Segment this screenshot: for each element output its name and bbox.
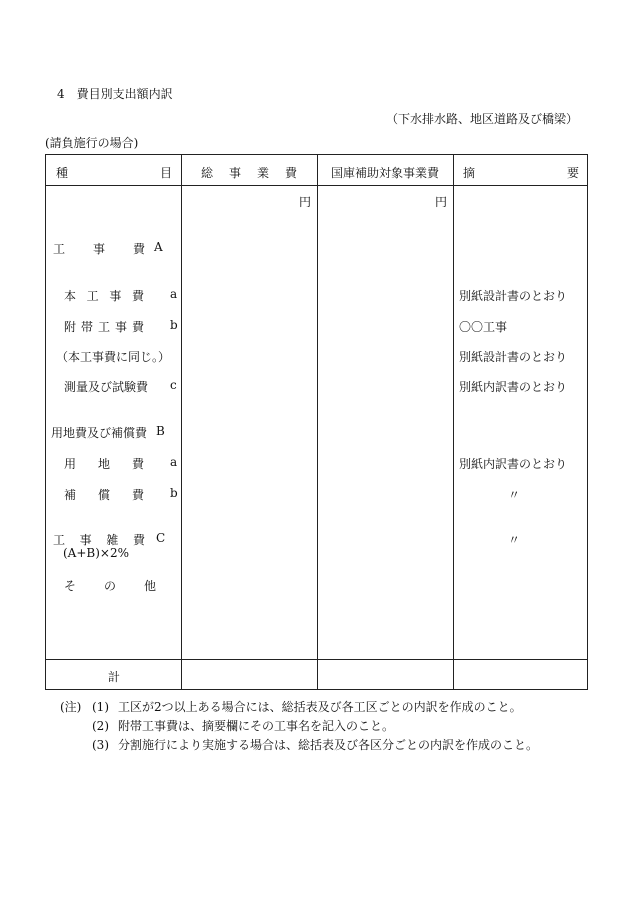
column-divider	[317, 155, 318, 689]
note-text: 分割施行により実施する場合は、総括表及び各区分ごとの内訳を作成のこと。	[118, 738, 539, 752]
row-construction-label: 工 事 費	[53, 242, 145, 256]
row-main-work-remark: 別紙設計書のとおり	[459, 289, 568, 303]
unit-yen-total: 円	[299, 195, 312, 209]
row-ancillary-code: b	[170, 318, 178, 332]
row-ancillary-label: 附 帯 工 事 費	[64, 320, 144, 334]
unit-yen-subsidy: 円	[435, 195, 448, 209]
row-other-label: そ の 他	[64, 579, 156, 593]
notes	[60, 698, 538, 755]
note-text: 工区が2つ以上ある場合には、総括表及び各工区ごとの内訳を作成のこと。	[118, 700, 522, 714]
header-remarks: 摘 要	[463, 166, 579, 180]
note-number: (2)	[92, 719, 109, 733]
note-item	[60, 717, 538, 736]
row-main-work-code: a	[170, 287, 178, 301]
note-item	[60, 698, 538, 717]
row-misc-remark: 〃	[508, 533, 521, 547]
notes-lead: (注)	[60, 700, 82, 714]
row-misc-formula: (A+B)×2%	[63, 546, 129, 560]
row-same-note-remark: 別紙設計書のとおり	[459, 350, 568, 364]
row-survey-label: 測量及び試験費	[64, 380, 149, 394]
row-land-remark: 別紙内訳書のとおり	[459, 457, 568, 471]
row-compensation-code: b	[170, 486, 178, 500]
row-survey-remark: 別紙内訳書のとおり	[459, 380, 568, 394]
column-divider	[181, 155, 182, 689]
row-land-comp-code: B	[156, 424, 165, 438]
row-compensation-remark: 〃	[508, 488, 521, 502]
row-same-note-label: （本工事費に同じ。）	[56, 350, 171, 364]
row-misc-code: C	[156, 531, 166, 545]
row-land-comp-label: 用地費及び補償費	[51, 426, 148, 440]
note-number: (3)	[92, 738, 109, 752]
note-text: 附帯工事費は、摘要欄にその工事名を記入のこと。	[118, 719, 395, 733]
note-number: (1)	[92, 700, 109, 714]
row-misc-label: 工 事 雑 費	[53, 533, 145, 547]
header-item: 種 目	[56, 166, 172, 180]
section-subtitle: （下水排水路、地区道路及び橋梁）	[385, 112, 578, 126]
row-survey-code: c	[170, 378, 177, 392]
row-land-label: 用 地 費	[64, 457, 144, 471]
header-total: 総 事 業 費	[201, 166, 297, 180]
header-divider	[46, 185, 587, 186]
row-main-work-label: 本 工 事 費	[64, 289, 144, 303]
row-compensation-label: 補 償 費	[64, 488, 144, 502]
column-divider	[453, 155, 454, 689]
total-divider	[46, 659, 587, 660]
section-heading: 4 費目別支出額内訳	[57, 87, 173, 101]
row-total-label: 計	[108, 670, 121, 684]
case-label: (請負施行の場合)	[45, 136, 139, 150]
row-ancillary-remark: 〇〇工事	[459, 320, 508, 334]
header-subsidy: 国庫補助対象事業費	[331, 166, 440, 180]
expense-breakdown-table	[45, 154, 588, 690]
note-item	[60, 736, 538, 755]
row-construction-code: A	[154, 240, 163, 254]
row-land-code: a	[170, 455, 178, 469]
